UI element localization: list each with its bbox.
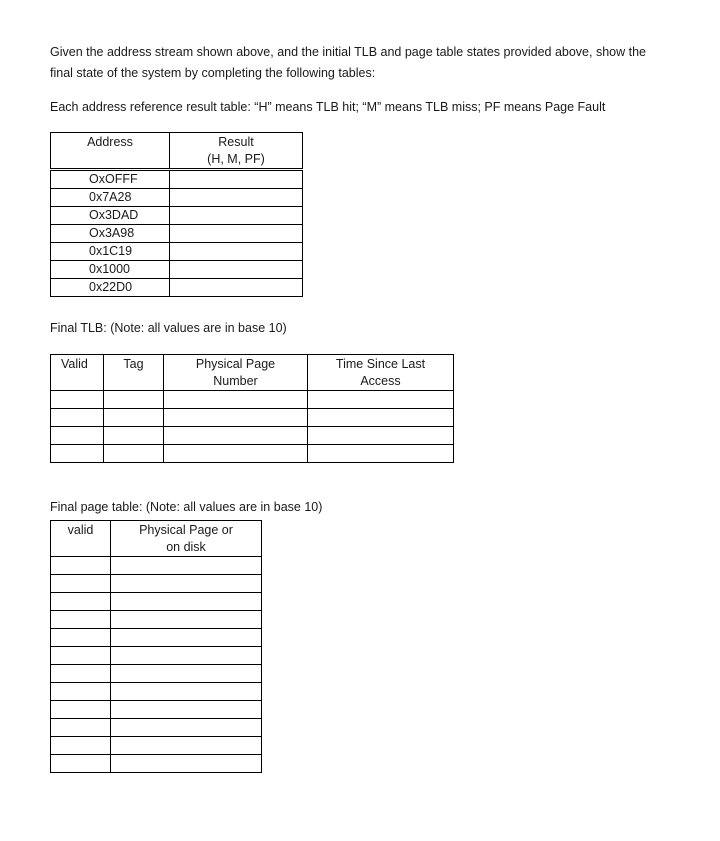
tlb-tag-cell[interactable] <box>104 445 164 463</box>
tlb-ppn-cell[interactable] <box>164 427 308 445</box>
page-table-ppn-cell[interactable] <box>111 719 262 737</box>
tlb-time-cell[interactable] <box>308 409 454 427</box>
page-table-valid-cell[interactable] <box>51 665 111 683</box>
tlb-time-header <box>308 355 454 391</box>
tlb-valid-header: Valid <box>51 355 104 391</box>
page-table-valid-cell[interactable] <box>51 719 111 737</box>
legend-text: Each address reference result table: “H” means TLB hit; “M” means TLB miss; PF means Page Fault <box>50 100 606 114</box>
tlb-ppn-header-line2: Number <box>213 374 258 388</box>
page-table-ppn-cell[interactable] <box>111 701 262 719</box>
address-cell: 0x1C19 <box>51 243 170 261</box>
result-cell[interactable] <box>170 261 303 279</box>
page-table-row <box>51 647 262 665</box>
page-table-valid-cell[interactable] <box>51 683 111 701</box>
page-table-ppn-cell[interactable] <box>111 755 262 773</box>
tlb-title: Final TLB: (Note: all values are in base 10) <box>50 321 287 335</box>
tlb-ppn-cell[interactable] <box>164 391 308 409</box>
tlb-row <box>51 445 454 463</box>
tlb-time-cell[interactable] <box>308 445 454 463</box>
tlb-tag-cell[interactable] <box>104 391 164 409</box>
instructions-line-1: Given the address stream shown above, and the initial TLB and page table states provided above, show the <box>50 45 646 59</box>
page-table-ppn-cell[interactable] <box>111 557 262 575</box>
tlb-row <box>51 409 454 427</box>
address-cell: 0x7A28 <box>51 189 170 207</box>
address-cell: 0x1000 <box>51 261 170 279</box>
tlb-tag-cell[interactable] <box>104 427 164 445</box>
page-table-valid-cell[interactable] <box>51 737 111 755</box>
page-table-row <box>51 629 262 647</box>
tlb-ppn-header <box>164 355 308 391</box>
tlb-ppn-cell[interactable] <box>164 409 308 427</box>
result-cell[interactable] <box>170 207 303 225</box>
tlb-time-cell[interactable] <box>308 427 454 445</box>
tlb-ppn-cell[interactable] <box>164 445 308 463</box>
address-result-table <box>50 132 303 297</box>
tlb-tag-cell[interactable] <box>104 409 164 427</box>
instructions-line-2: final state of the system by completing the following tables: <box>50 66 376 80</box>
address-header: Address <box>51 133 170 170</box>
page-table-ppn-cell[interactable] <box>111 629 262 647</box>
page-table-valid-cell[interactable] <box>51 755 111 773</box>
tlb-valid-cell[interactable] <box>51 427 104 445</box>
page-table-row <box>51 611 262 629</box>
tlb-table <box>50 354 454 463</box>
result-cell[interactable] <box>170 243 303 261</box>
page-table-valid-cell[interactable] <box>51 629 111 647</box>
tlb-valid-cell[interactable] <box>51 409 104 427</box>
page-table-valid-cell[interactable] <box>51 575 111 593</box>
tlb-row <box>51 391 454 409</box>
page-table-valid-cell[interactable] <box>51 647 111 665</box>
page-table-valid-cell[interactable] <box>51 701 111 719</box>
result-header <box>170 133 303 170</box>
page-table-row <box>51 737 262 755</box>
page-table-ppn-cell[interactable] <box>111 665 262 683</box>
page-table-ppn-cell[interactable] <box>111 593 262 611</box>
page-table-valid-header: valid <box>51 521 111 557</box>
page-table-row <box>51 701 262 719</box>
page-table-row <box>51 593 262 611</box>
tlb-valid-cell[interactable] <box>51 391 104 409</box>
tlb-time-header-line1: Time Since Last <box>335 357 426 371</box>
page-table-ppn-header-line1: Physical Page or <box>139 523 233 537</box>
result-header-line1: Result <box>218 135 254 149</box>
page-table-ppn-header <box>111 521 262 557</box>
page-table-ppn-cell[interactable] <box>111 737 262 755</box>
page-table-title: Final page table: (Note: all values are in base 10) <box>50 500 323 514</box>
result-cell[interactable] <box>170 170 303 189</box>
tlb-row <box>51 427 454 445</box>
page-table-row <box>51 665 262 683</box>
result-cell[interactable] <box>170 189 303 207</box>
page-table-valid-cell[interactable] <box>51 593 111 611</box>
page-table-row <box>51 683 262 701</box>
page-table-row <box>51 755 262 773</box>
address-cell: Ox3A98 <box>51 225 170 243</box>
result-cell[interactable] <box>170 225 303 243</box>
page-table <box>50 520 262 773</box>
page-table-valid-cell[interactable] <box>51 611 111 629</box>
tlb-valid-cell[interactable] <box>51 445 104 463</box>
page-table-row <box>51 575 262 593</box>
page-table-ppn-cell[interactable] <box>111 647 262 665</box>
address-cell: OxOFFF <box>51 170 170 189</box>
tlb-time-header-line2: Access <box>360 374 401 388</box>
address-cell: 0x22D0 <box>51 279 170 297</box>
tlb-ppn-header-line1: Physical Page <box>195 357 276 371</box>
page-table-ppn-cell[interactable] <box>111 611 262 629</box>
page-table-row <box>51 557 262 575</box>
tlb-tag-header: Tag <box>104 355 164 391</box>
result-cell[interactable] <box>170 279 303 297</box>
page-table-ppn-cell[interactable] <box>111 575 262 593</box>
page-table-row <box>51 719 262 737</box>
page-table-valid-cell[interactable] <box>51 557 111 575</box>
address-cell: Ox3DAD <box>51 207 170 225</box>
result-header-line2: (H, M, PF) <box>207 152 265 166</box>
page-table-ppn-cell[interactable] <box>111 683 262 701</box>
tlb-time-cell[interactable] <box>308 391 454 409</box>
page-table-ppn-header-line2: on disk <box>166 540 206 554</box>
